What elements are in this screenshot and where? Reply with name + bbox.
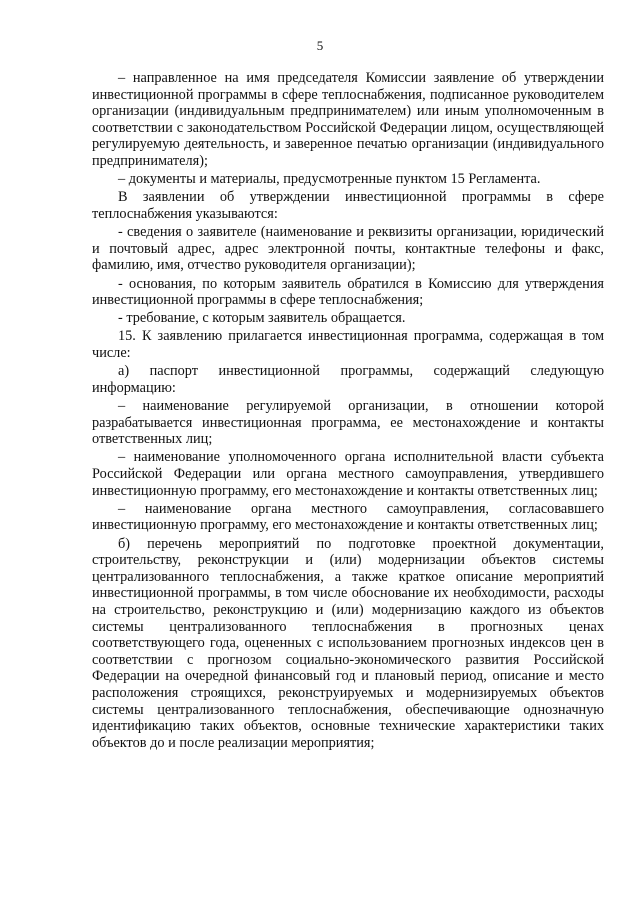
paragraph-organization-name: – наименование регулируемой организации, в отношении которой разрабатывается инвестиционная программа, ее местонахождение и контакты ответственных лиц;	[92, 398, 604, 448]
paragraph-executive-authority: – наименование уполномоченного органа исполнительной власти субъекта Российской Федерации или органа местного самоуправления, утвердившего инвестиционную программу, его местонахождение и контакты ответственных лиц;	[92, 449, 604, 499]
paragraph-application: – направленное на имя председателя Комиссии заявление об утверждении инвестиционной программы в сфере теплоснабжения, подписанное руководителем организации (индивидуальным предпринимателем) или иным уполномоченным в соответствии с законодательством Российской Федерации лицом, осуществляющей регулируемую деятельность, и заверенное печатью организации (индивидуального предпринимателя);	[92, 70, 604, 169]
paragraph-requirement: - требование, с которым заявитель обращается.	[118, 310, 406, 327]
paragraph-clause-15: 15. К заявлению прилагается инвестиционная программа, содержащая в том числе:	[92, 328, 604, 362]
page-number: 5	[316, 38, 324, 53]
paragraph-application-contents: В заявлении об утверждении инвестиционной программы в сфере теплоснабжения указываются:	[92, 189, 604, 222]
paragraph-documents: – документы и материалы, предусмотренные пунктом 15 Регламента.	[118, 171, 541, 188]
paragraph-applicant-info: - сведения о заявителе (наименование и реквизиты организации, юридический и почтовый адрес, адрес электронной почты, контактные телефоны и факс, фамилию, имя, отчество руководителя организации);	[92, 224, 604, 274]
document-body	[92, 70, 604, 753]
paragraph-grounds: - основания, по которым заявитель обратился в Комиссию для утверждения инвестиционной программы в сфере теплоснабжения;	[92, 275, 604, 309]
paragraph-passport: а) паспорт инвестиционной программы, содержащий следующую информацию:	[92, 363, 604, 396]
paragraph-measures-list: б) перечень мероприятий по подготовке проектной документации, строительству, реконструкции и (или) модернизации объектов системы централизованного теплоснабжения, а также краткое описание мероприятий инвестиционной программы, в том числе обоснование их необходимости, расходы на строительство, реконструкцию и (или) модернизацию каждого из объектов системы централизованного теплоснабжения в прогнозных ценах соответствующего года, оцененных с использованием прогнозных индексов цен в соответствии с прогнозом социально-экономического развития Российской Федерации на очередной финансовый год и плановый период, описание и место расположения строящихся, реконструируемых и модернизируемых объектов системы централизованного теплоснабжения, обеспечивающие однозначную идентификацию таких объектов, основные технические характеристики таких объектов до и после реализации мероприятия;	[92, 535, 604, 751]
paragraph-local-government: – наименование органа местного самоуправления, согласовавшего инвестиционную программу, его местонахождение и контакты ответственных лиц;	[92, 500, 604, 534]
